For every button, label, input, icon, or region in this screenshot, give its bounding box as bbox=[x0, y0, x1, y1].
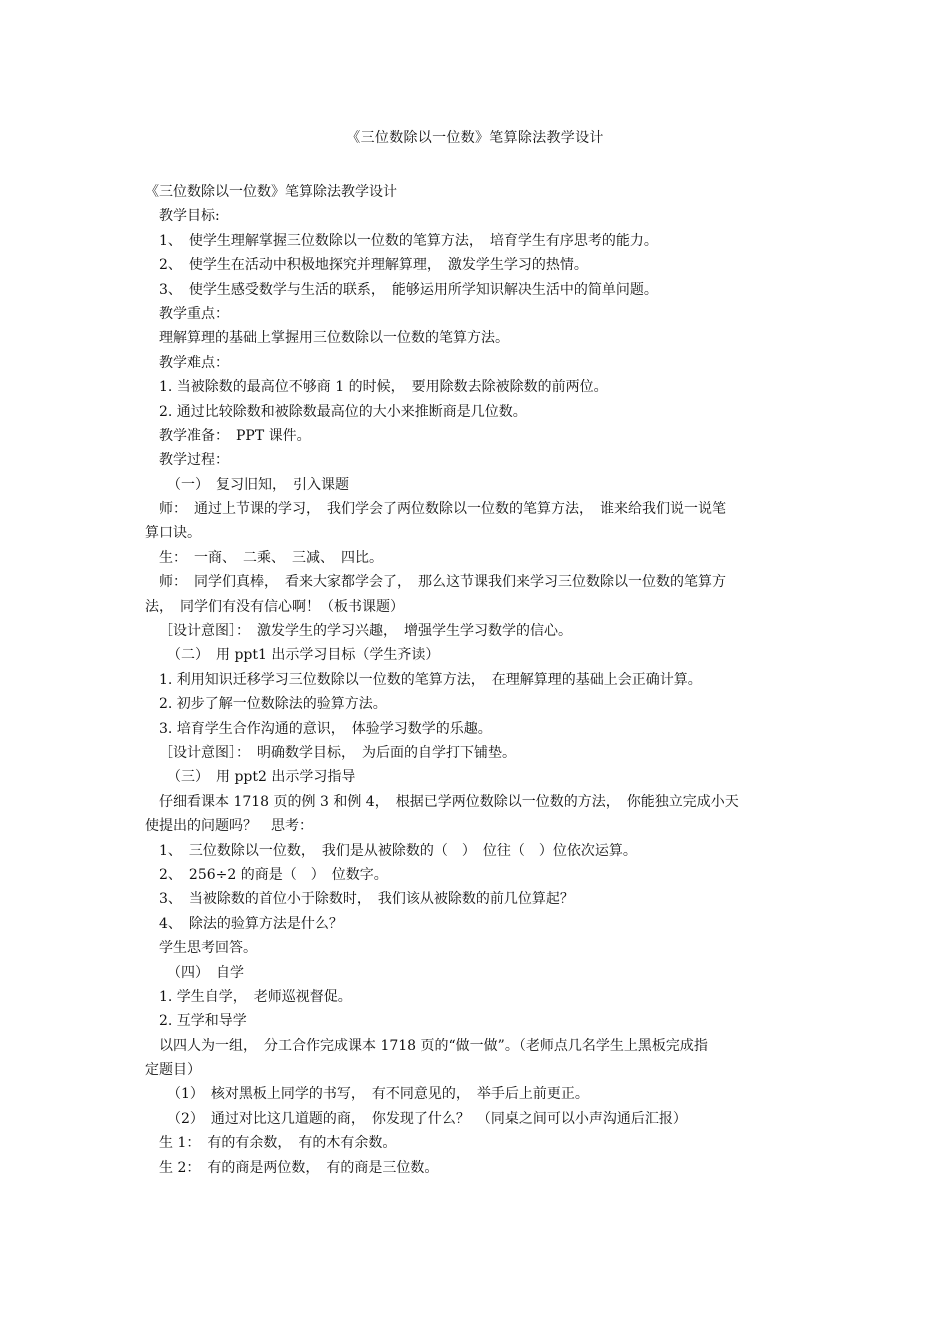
text-line: 法， 同学们有没有信心啊！（板书课题） bbox=[145, 598, 404, 615]
text-line: 以四人为一组， 分工合作完成课本 1718 页的“做一做”。（老师点几名学生上黑板完成指 bbox=[159, 1037, 708, 1054]
text-line: 教学目标: bbox=[159, 208, 220, 225]
text-line: 生 2： 有的商是两位数， 有的商是三位数。 bbox=[159, 1159, 439, 1176]
text-line: （二） 用 ppt1 出示学习目标（学生齐读） bbox=[167, 647, 440, 664]
text-line: 定题目） bbox=[145, 1062, 201, 1079]
text-line: 教学过程： bbox=[159, 452, 229, 469]
text-line: 师： 同学们真棒， 看来大家都学会了， 那么这节课我们来学习三位数除以一位数的笔算方 bbox=[159, 574, 726, 591]
text-line: 生： 一商、 二乘、 三减、 四比。 bbox=[159, 549, 383, 566]
text-line: 2. 通过比较除数和被除数最高位的大小来推断商是几位数。 bbox=[159, 403, 527, 420]
text-line: （四） 自学 bbox=[167, 964, 244, 981]
text-line: 3、 当被除数的首位小于除数时， 我们该从被除数的前几位算起？ bbox=[159, 891, 574, 908]
text-line: 《三位数除以一位数》笔算除法教学设计 bbox=[145, 184, 397, 200]
text-line: 理解算理的基础上掌握用三位数除以一位数的笔算方法。 bbox=[159, 330, 509, 347]
text-line: 教学准备： PPT 课件。 bbox=[159, 427, 311, 444]
text-line: 1. 利用知识迁移学习三位数除以一位数的笔算方法， 在理解算理的基础上会正确计算。 bbox=[159, 671, 702, 688]
text-line: 1、 三位数除以一位数， 我们是从被除数的（ ） 位往（ ）位依次运算。 bbox=[159, 842, 637, 859]
text-line: 教学重点： bbox=[159, 305, 229, 322]
text-line: 仔细看课本 1718 页的例 3 和例 4， 根据已学两位数除以一位数的方法， 你能独立完成小天 bbox=[159, 793, 739, 810]
text-line: 3、 使学生感受数学与生活的联系， 能够运用所学知识解决生活中的简单问题。 bbox=[159, 281, 658, 298]
text-line: ［设计意图］： 明确数学目标， 为后面的自学打下铺垫。 bbox=[159, 744, 516, 761]
text-line: 算口诀。 bbox=[145, 525, 201, 542]
text-line: 2、 使学生在活动中积极地探究并理解算理， 激发学生学习的热情。 bbox=[159, 257, 588, 274]
text-line: 3. 培育学生合作沟通的意识， 体验学习数学的乐趣。 bbox=[159, 720, 492, 737]
document-title: 《三位数除以一位数》笔算除法教学设计 bbox=[346, 130, 604, 146]
text-line: ［设计意图］： 激发学生的学习兴趣， 增强学生学习数学的信心。 bbox=[159, 623, 572, 640]
text-line: 2. 互学和导学 bbox=[159, 1013, 247, 1030]
text-line: 4、 除法的验算方法是什么？ bbox=[159, 915, 343, 932]
text-line: 生 1： 有的有余数， 有的木有余数。 bbox=[159, 1135, 397, 1152]
text-line: 1、 使学生理解掌握三位数除以一位数的笔算方法， 培育学生有序思考的能力。 bbox=[159, 232, 658, 249]
text-line: 师： 通过上节课的学习， 我们学会了两位数除以一位数的笔算方法， 谁来给我们说一说笔 bbox=[159, 501, 726, 518]
text-line: （2） 通过对比这几道题的商， 你发现了什么？ （同桌之间可以小声沟通后汇报） bbox=[167, 1110, 687, 1127]
text-line: 2、 256÷2 的商是（ ） 位数字。 bbox=[159, 866, 388, 883]
text-line: （三） 用 ppt2 出示学习指导 bbox=[167, 769, 356, 786]
text-line: 教学难点： bbox=[159, 354, 229, 371]
text-line: 1. 当被除数的最高位不够商 1 的时候， 要用除数去除被除数的前两位。 bbox=[159, 379, 608, 396]
text-line: 学生思考回答。 bbox=[159, 940, 257, 957]
text-line: （一） 复习旧知， 引入课题 bbox=[167, 476, 349, 493]
text-line: 2. 初步了解一位数除法的验算方法。 bbox=[159, 696, 387, 713]
text-line: （1） 核对黑板上同学的书写， 有不同意见的， 举手后上前更正。 bbox=[167, 1086, 589, 1103]
text-line: 使提出的问题吗？ 思考： bbox=[145, 818, 313, 835]
text-line: 1. 学生自学， 老师巡视督促。 bbox=[159, 988, 352, 1005]
document-body bbox=[145, 180, 813, 1180]
